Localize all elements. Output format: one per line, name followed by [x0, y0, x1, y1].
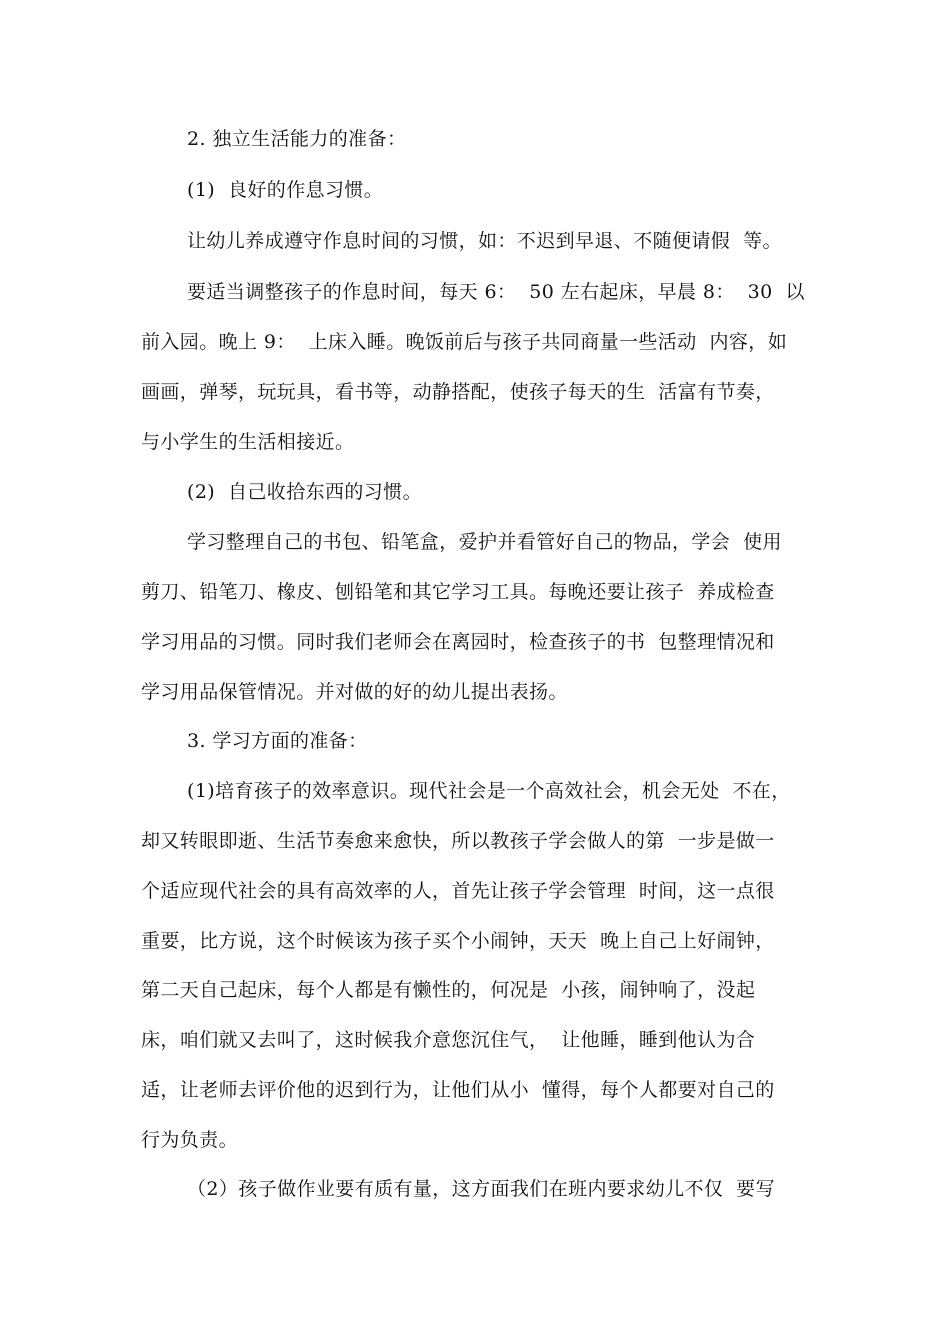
- paragraph-line: 却又转眼即逝、生活节奏愈来愈快，所以教孩子学会做人的第 一步是做一: [141, 830, 775, 852]
- paragraph-line: 第二天自己起床，每个人都是有懒性的，何况是 小孩，闹钟响了，没起: [141, 979, 756, 1001]
- paragraph-line: 让幼儿养成遵守作息时间的习惯，如：不迟到早退、不随便请假 等。: [187, 230, 782, 252]
- section-heading: 2. 独立生活能力的准备：: [187, 128, 407, 150]
- paragraph-line: 剪刀、铅笔刀、橡皮、刨铅笔和其它学习工具。每晚还要让孩子 养成检查: [141, 581, 775, 603]
- paragraph-line: 适，让老师去评价他的迟到行为，让他们从小 懂得，每个人都要对自己的: [141, 1079, 775, 1101]
- subsection-heading: (2) 自己收拾东西的习惯。: [187, 481, 422, 503]
- paragraph-line: 前入园。晚上 9： 上床入睡。晚饭前后与孩子共同商量一些活动 内容，如: [141, 331, 788, 353]
- paragraph-line: 画画，弹琴，玩玩具，看书等，动静搭配，使孩子每天的生 活富有节奏，: [141, 381, 775, 403]
- paragraph-line: 床，咱们就又去叫了，这时候我介意您沉住气， 让他睡，睡到他认为合: [141, 1029, 756, 1051]
- paragraph-line: 学习用品的习惯。同时我们老师会在离园时，检查孩子的书 包整理情况和: [141, 631, 775, 653]
- section-heading: 3. 学习方面的准备：: [187, 730, 368, 752]
- paragraph-line: 个适应现代社会的具有高效率的人，首先让孩子学会管理 时间，这一点很: [141, 880, 775, 902]
- paragraph-line: 行为负责。: [141, 1129, 239, 1151]
- paragraph-line: （2）孩子做作业要有质有量，这方面我们在班内要求幼儿不仅 要写: [187, 1178, 775, 1200]
- paragraph-line: 学习用品保管情况。并对做的好的幼儿提出表扬。: [141, 681, 568, 703]
- paragraph-line: 与小学生的生活相接近。: [141, 431, 355, 453]
- subsection-heading: (1) 良好的作息习惯。: [187, 179, 384, 201]
- paragraph-line: 要适当调整孩子的作息时间，每天 6： 50 左右起床，早晨 8： 30 以: [187, 281, 805, 303]
- paragraph-line: 重要，比方说，这个时候该为孩子买个小闹钟，天天 晚上自己上好闹钟，: [141, 930, 775, 952]
- paragraph-line: 学习整理自己的书包、铅笔盒，爱护并看管好自己的物品，学会 使用: [187, 531, 782, 553]
- paragraph-line: (1)培育孩子的效率意识。现代社会是一个高效社会，机会无处 不在，: [187, 780, 791, 802]
